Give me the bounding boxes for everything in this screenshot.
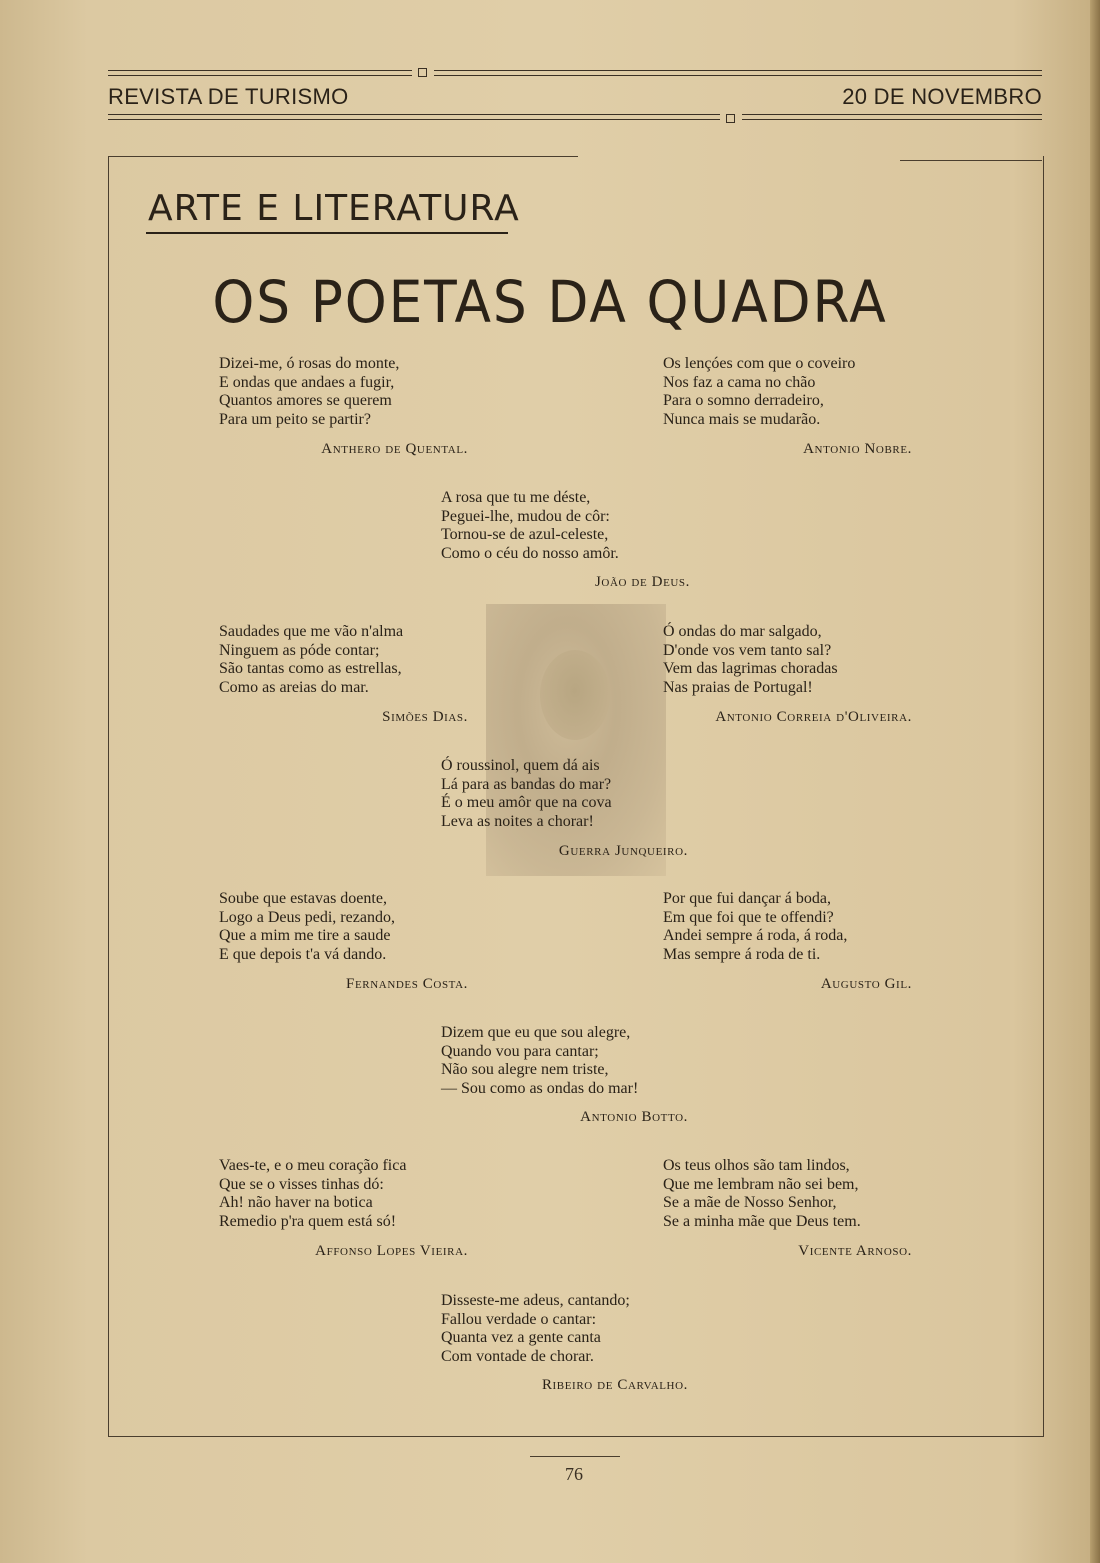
poem: [441, 757, 612, 831]
poem: [441, 1292, 630, 1366]
page-number-rule: [530, 1456, 620, 1457]
header-rule-top-left: [108, 70, 412, 76]
poem-line: Leva as noites a chorar!: [441, 812, 594, 830]
poem-line: D'onde vos vem tanto sal?: [663, 641, 832, 659]
poem-line: Por que fui dançar á boda,: [663, 890, 831, 907]
poem-line: Em que foi que te offendi?: [663, 908, 834, 926]
poem-line: Se a minha mãe que Deus tem.: [663, 1212, 861, 1230]
header-rule-top-right: [434, 70, 1042, 76]
poem-line: Saudades que me vão n'alma: [219, 623, 404, 640]
poem-line: Andei sempre á roda, á roda,: [663, 927, 848, 944]
poem-line: Disseste-me adeus, cantando;: [441, 1292, 630, 1309]
poem-line: Ó roussinol, quem dá ais: [441, 757, 600, 774]
poem-author: Anthero de Quental.: [321, 441, 468, 457]
poem-line: Fallou verdade o cantar:: [441, 1310, 597, 1328]
poem-line: Dizei-me, ó rosas do monte,: [219, 355, 400, 372]
poem-author: Antonio Nobre.: [803, 441, 912, 457]
poem: [219, 355, 399, 429]
poem-line: Vaes-te, e o meu coração fica: [219, 1157, 407, 1174]
poem: [441, 489, 619, 563]
section-title: ARTE E LITERATURA: [148, 188, 520, 229]
issue-date: 20 DE NOVEMBRO: [842, 84, 1042, 109]
header-ornament-bottom: [726, 114, 735, 123]
poem-line: São tantas como as estrellas,: [219, 660, 402, 677]
poem-line: Com vontade de chorar.: [441, 1347, 594, 1365]
poem-author: Vicente Arnoso.: [798, 1243, 912, 1259]
poem-line: Se a mãe de Nosso Senhor,: [663, 1194, 837, 1211]
poem: [663, 1157, 861, 1231]
poem-author: Antonio Correia d'Oliveira.: [715, 709, 912, 725]
poem-line: Como o céu do nosso amôr.: [441, 544, 619, 562]
poem-line: Ninguem as póde contar;: [219, 641, 380, 659]
portrait-face: [540, 650, 610, 740]
poem-line: E que depois t'a vá dando.: [219, 945, 387, 963]
poem-line: Nunca mais se mudarão.: [663, 410, 821, 428]
page-number: 76: [565, 1464, 583, 1484]
poem: [219, 623, 403, 697]
poem-line: Que me lembram não sei bem,: [663, 1175, 859, 1193]
poem: [663, 890, 847, 964]
poem-author: Simões Dias.: [382, 709, 468, 725]
poem-author: Ribeiro de Carvalho.: [541, 1377, 688, 1393]
poem-line: É o meu amôr que na cova: [441, 794, 612, 811]
header-rule-bottom-left: [108, 114, 720, 120]
poem-line: Nas praias de Portugal!: [663, 678, 813, 696]
page-title: OS POETAS DA QUADRA: [212, 268, 888, 336]
poem-line: Mas sempre á roda de ti.: [663, 945, 821, 963]
frame-top-rule-right: [900, 160, 1042, 161]
journal-name: REVISTA DE TURISMO: [108, 84, 349, 109]
poem-author: Guerra Junqueiro.: [558, 843, 688, 859]
poem: [663, 623, 838, 697]
poem-line: Ó ondas do mar salgado,: [663, 623, 822, 640]
poem-author: Fernandes Costa.: [346, 976, 468, 992]
poem-line: Não sou alegre nem triste,: [441, 1061, 609, 1078]
poem-line: Peguei-lhe, mudou de côr:: [441, 507, 610, 525]
poem: [441, 1024, 638, 1098]
portrait-image: [486, 604, 666, 876]
poem-author: Augusto Gil.: [820, 976, 912, 992]
poem-line: Remedio p'ra quem está só!: [219, 1212, 397, 1230]
poem-line: Como as areias do mar.: [219, 678, 369, 696]
poem-author: João de Deus.: [595, 574, 690, 590]
poem-line: Logo a Deus pedi, rezando,: [219, 908, 395, 926]
header-rule-bottom-right: [742, 114, 1042, 120]
poem-line: Para o somno derradeiro,: [663, 392, 824, 409]
poem-line: Dizem que eu que sou alegre,: [441, 1024, 631, 1041]
poem-line: Soube que estavas doente,: [219, 890, 387, 907]
poem-line: Quantos amores se querem: [219, 392, 392, 409]
poem-line: Que se o visses tinhas dó:: [219, 1175, 384, 1193]
poem-line: Ah! não haver na botica: [219, 1194, 373, 1211]
poem-line: Nos faz a cama no chão: [663, 373, 816, 391]
poem-line: Os teus olhos são tam lindos,: [663, 1157, 850, 1174]
poem-line: — Sou como as ondas do mar!: [441, 1079, 639, 1097]
poem: [219, 890, 395, 964]
poem-line: Tornou-se de azul-celeste,: [441, 526, 609, 543]
poem-line: Que a mim me tire a saude: [219, 927, 391, 944]
page-edge: [1090, 0, 1100, 1563]
poem-line: Lá para as bandas do mar?: [441, 775, 612, 793]
poem-line: A rosa que tu me déste,: [441, 489, 591, 506]
header-ornament-top: [418, 68, 427, 77]
poem-line: Quanta vez a gente canta: [441, 1329, 601, 1346]
poem-line: E ondas que andaes a fugir,: [219, 373, 395, 391]
poem-line: Para um peito se partir?: [219, 410, 371, 428]
poem: [219, 1157, 406, 1231]
poem-author: Antonio Botto.: [580, 1109, 688, 1125]
poem-line: Os lençóes com que o coveiro: [663, 355, 856, 372]
poem: [663, 355, 855, 429]
section-underline: [146, 232, 508, 234]
poem-author: Affonso Lopes Vieira.: [315, 1243, 468, 1259]
frame-top-rule: [108, 156, 578, 157]
poem-line: Quando vou para cantar;: [441, 1042, 599, 1060]
poem-line: Vem das lagrimas choradas: [663, 660, 838, 677]
